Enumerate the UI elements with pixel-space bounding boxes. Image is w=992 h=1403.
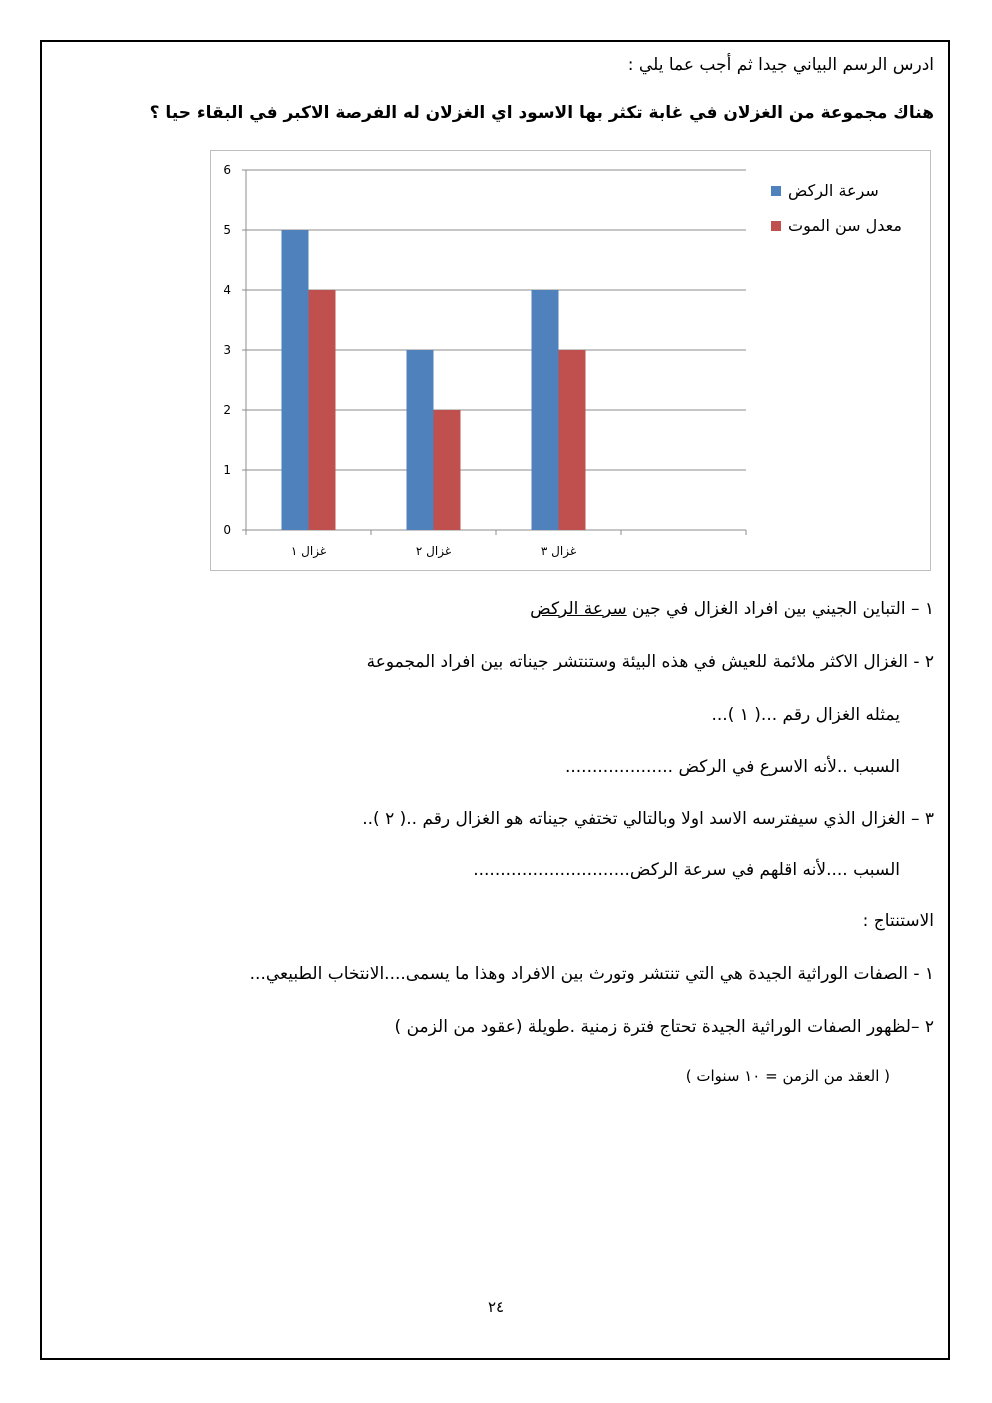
conclusion-title: الاستنتاج :: [862, 911, 934, 931]
y-tick-label: 0: [223, 523, 231, 537]
bar-3-1: [532, 290, 559, 530]
x-tick-label: غزال ٣: [540, 544, 577, 558]
bar-chart: [210, 150, 931, 571]
y-tick-label: 4: [223, 283, 231, 297]
legend-label: سرعة الركض: [788, 181, 879, 200]
x-tick-label: غزال ١: [290, 544, 327, 558]
answer-2-gazelle: يمثله الغزال رقم ...( ١ )...: [711, 705, 900, 725]
page-number: ٢٤: [487, 1298, 505, 1316]
answer-1: [530, 597, 934, 621]
legend-label: معدل سن الموت: [788, 216, 902, 235]
y-tick-label: 3: [223, 343, 231, 357]
bar-3-2: [559, 350, 586, 530]
answer-2: ٢ - الغزال الاكثر ملائمة للعيش في هذه البيئة وستنتشر جيناته بين افراد المجموعة: [366, 652, 934, 672]
bar-1-2: [309, 290, 336, 530]
y-tick-label: 1: [223, 463, 231, 477]
instruction-text: ادرس الرسم البياني جيدا ثم أجب عما يلي :: [627, 55, 934, 75]
y-tick-label: 6: [223, 163, 231, 177]
conclusion-2: ٢ –لظهور الصفات الوراثية الجيدة تحتاج فترة زمنية .طويلة (عقود من الزمن ): [394, 1017, 934, 1037]
question-text: هناك مجموعة من الغزلان في غابة تكثر بها الاسود اي الغزلان له الفرصة الاكبر في البقاء حيا ؟: [149, 103, 934, 123]
answer-2-reason: السبب ..لأنه الاسرع في الركض ....................: [564, 757, 900, 777]
answer-1-gene: سرعة الركض: [530, 599, 627, 619]
legend-swatch: [771, 221, 781, 231]
conclusion-1: ١ - الصفات الوراثية الجيدة هي التي تنتشر وتورث بين الافراد وهذا ما يسمى....الانتخاب الطبيعي...: [249, 964, 934, 984]
bar-1-1: [282, 230, 309, 530]
bar-2-1: [407, 350, 434, 530]
legend-swatch: [771, 186, 781, 196]
note-text: ( العقد من الزمن = ١٠ سنوات ): [685, 1067, 890, 1085]
y-tick-label: 2: [223, 403, 231, 417]
bar-2-2: [434, 410, 461, 530]
answer-3: ٣ – الغزال الذي سيفترسه الاسد اولا وبالتالي تختفي جيناته هو الغزال رقم ..( ٢ )..: [362, 809, 934, 829]
x-tick-label: غزال ٢: [415, 544, 452, 558]
y-tick-label: 5: [223, 223, 231, 237]
chart-canvas: [211, 151, 932, 572]
answer-1-prefix: ١ – التباين الجيني بين افراد الغزال في جين: [626, 599, 934, 619]
answer-3-reason: السبب ....لأنه اقلهم في سرعة الركض.............................: [473, 860, 900, 880]
